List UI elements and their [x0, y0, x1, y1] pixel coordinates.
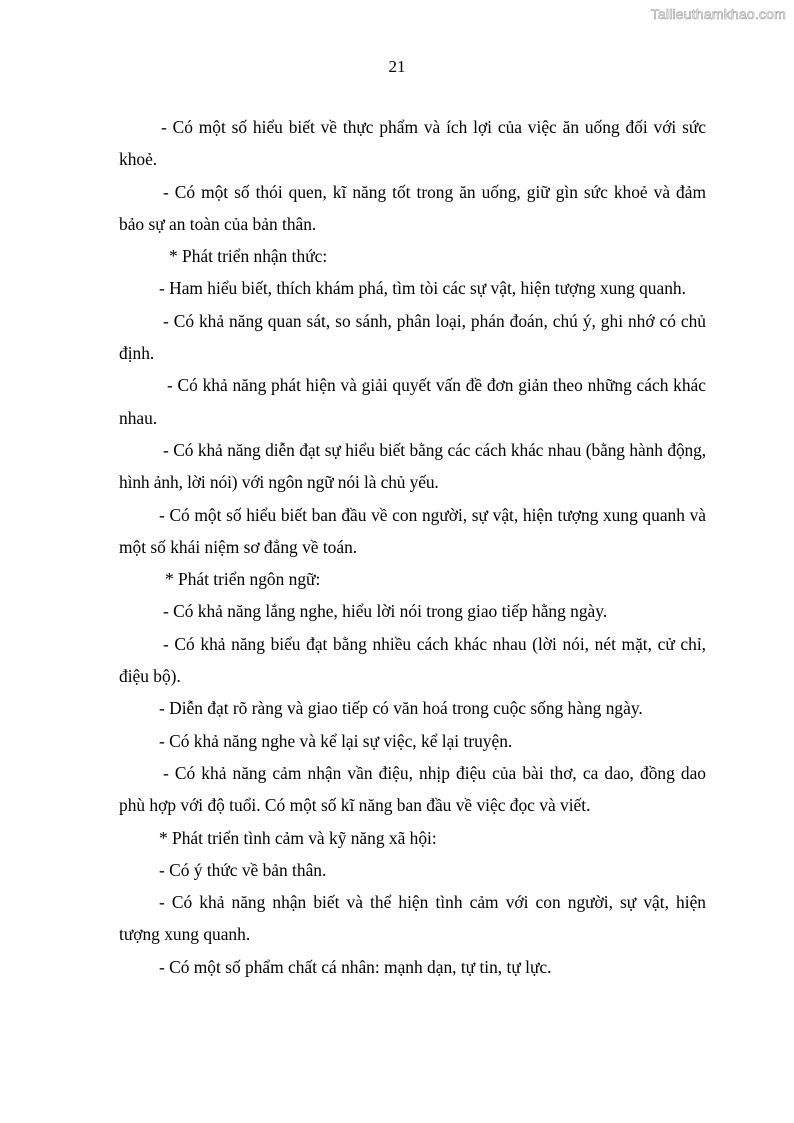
paragraph: - Có khả năng nghe và kể lại sự việc, kể lại truyện.	[159, 730, 513, 751]
document-body	[119, 111, 706, 983]
paragraph: - Có khả năng quan sát, so sánh, phân loại, phán đoán, chú ý, ghi nhớ có chủ định.	[119, 310, 706, 364]
watermark: Tailieuthamkhao.com	[650, 6, 786, 22]
section-heading-social: * Phát triển tình cảm và kỹ năng xã hội:	[159, 827, 437, 848]
paragraph: - Có khả năng cảm nhận vần điệu, nhịp điệu của bài thơ, ca dao, đồng dao phù hợp với độ tuổi. Có một số kĩ năng ban đầu về việc đọc và viết.	[119, 762, 706, 816]
paragraph: - Có một số hiểu biết ban đầu về con người, sự vật, hiện tượng xung quanh và một số khái niệm sơ đẳng về toán.	[119, 504, 706, 557]
paragraph: - Có khả năng biểu đạt bằng nhiều cách khác nhau (lời nói, nét mặt, cử chỉ, điệu bộ).	[119, 633, 706, 687]
paragraph: - Có khả năng lắng nghe, hiểu lời nói trong giao tiếp hằng ngày.	[163, 601, 608, 622]
page-number: 21	[388, 57, 406, 76]
paragraph: - Có khả năng diễn đạt sự hiểu biết bằng các cách khác nhau (bằng hành động, hình ảnh, lời nói) với ngôn ngữ nói là chủ yếu.	[119, 439, 706, 493]
paragraph: - Có một số thói quen, kĩ năng tốt trong ăn uống, giữ gìn sức khoẻ và đảm bảo sự an toàn của bản thân.	[119, 181, 706, 234]
section-heading-cognitive: * Phát triển nhận thức:	[169, 246, 328, 267]
paragraph: - Có một số hiểu biết về thực phẩm và ích lợi của việc ăn uống đối với sức khoẻ.	[119, 117, 706, 170]
paragraph: - Có khả năng nhận biết và thể hiện tình cảm với con người, sự vật, hiện tượng xung quanh.	[119, 892, 706, 945]
paragraph: - Có ý thức về bản thân.	[159, 859, 327, 880]
paragraph: - Ham hiểu biết, thích khám phá, tìm tòi các sự vật, hiện tượng xung quanh.	[159, 278, 686, 299]
section-heading-language: * Phát triển ngôn ngữ:	[165, 569, 321, 590]
paragraph: - Có khả năng phát hiện và giải quyết vấn đề đơn giản theo những cách khác nhau.	[119, 375, 706, 428]
paragraph: - Diễn đạt rõ ràng và giao tiếp có văn hoá trong cuộc sống hàng ngày.	[159, 698, 643, 719]
paragraph: - Có một số phẩm chất cá nhân: mạnh dạn, tự tin, tự lực.	[159, 956, 552, 977]
